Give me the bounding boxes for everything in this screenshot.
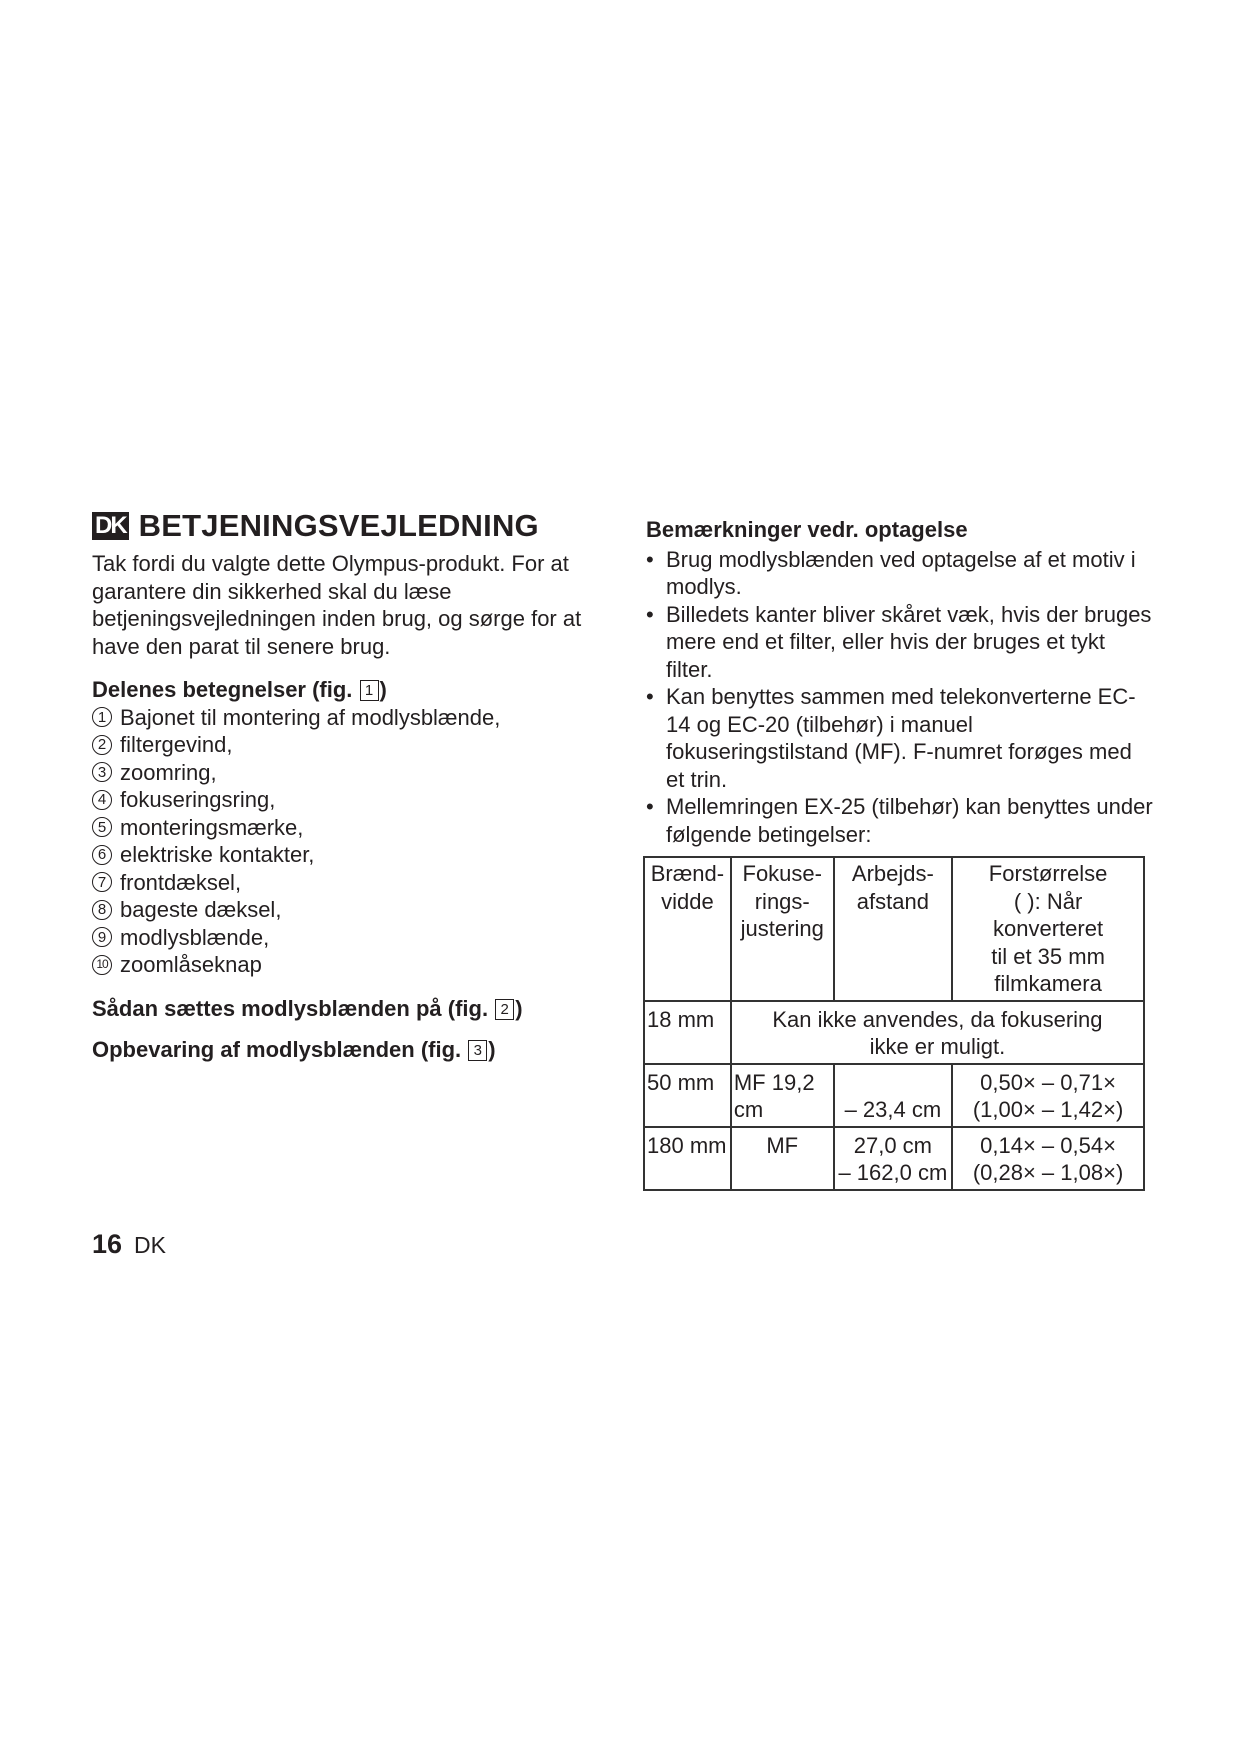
cell-distance: 27,0 cm – 162,0 cm — [834, 1127, 952, 1190]
list-item: • Billedets kanter bliver skåret væk, hvis der bruges mere end et filter, eller hvis der bruges et tykt filter. — [646, 601, 1152, 682]
notes-heading: Bemærkninger vedr. optagelse — [646, 517, 968, 542]
list-item: 2 filtergevind, — [92, 731, 612, 759]
list-item: 3 zoomring, — [92, 759, 612, 787]
cell-distance: – 23,4 cm — [834, 1064, 952, 1127]
list-item: 9 modlysblænde, — [92, 924, 612, 952]
page-number: 16 — [92, 1229, 123, 1259]
header-working-distance: Arbejds- afstand — [834, 857, 952, 1001]
parts-heading: Delenes betegnelser (fig. 1 ) — [92, 677, 387, 702]
header-focus-adjustment: Fokuse- rings- justering — [731, 857, 834, 1001]
list-item: 5 monteringsmærke, — [92, 814, 612, 842]
list-item: • Kan benyttes sammen med telekonverterne EC-14 og EC-20 (tilbehør) i manuel fokuseringstilstand (MF). F-numret forøges med et trin. — [646, 684, 1136, 792]
storage-heading: Opbevaring af modlysblænden (fig. 3 ) — [92, 1037, 496, 1062]
table-row — [644, 1064, 1144, 1127]
title-text: BETJENINGSVEJLEDNING — [138, 508, 539, 543]
cell-focal: 50 mm — [644, 1064, 731, 1127]
attach-heading: Sådan sættes modlysblænden på (fig. 2 ) — [92, 995, 523, 1021]
table-row — [644, 1001, 1144, 1064]
notes-list — [646, 546, 1156, 849]
fig-2-ref: 2 — [495, 999, 514, 1020]
cell-magnification: 0,14× – 0,54× (0,28× – 1,08×) — [952, 1127, 1144, 1190]
table-row — [644, 1127, 1144, 1190]
cell-magnification: 0,50× – 0,71× (1,00× – 1,42×) — [952, 1064, 1144, 1127]
header-focal-length: Brænd- vidde — [644, 857, 731, 1001]
language-badge: DK — [92, 512, 129, 540]
fig-3-ref: 3 — [468, 1040, 487, 1061]
list-item: 1 Bajonet til montering af modlysblænde, — [92, 704, 612, 732]
list-item: 4 fokuseringsring, — [92, 786, 612, 814]
extension-tube-table — [643, 856, 1145, 1191]
parts-list — [92, 704, 612, 979]
cell-focus: MF — [731, 1127, 834, 1190]
cell-note: Kan ikke anvendes, da fokusering ikke er muligt. — [731, 1001, 1144, 1064]
page-language-label: DK — [134, 1232, 166, 1258]
header-magnification: Forstørrelse ( ): Når konverteret til et 35 mm filmkamera — [952, 857, 1144, 1001]
page-title — [92, 508, 612, 544]
list-item: • Brug modlysblænden ved optagelse af et motiv i modlys. — [646, 546, 1136, 599]
page-footer — [92, 1229, 166, 1260]
list-item: 6 elektriske kontakter, — [92, 841, 612, 869]
cell-focal: 180 mm — [644, 1127, 731, 1190]
fig-1-ref: 1 — [360, 680, 379, 701]
cell-focus: MF 19,2 cm — [731, 1064, 834, 1127]
list-item: 8 bageste dæksel, — [92, 896, 612, 924]
table-header-row — [644, 857, 1144, 1001]
left-column — [92, 508, 612, 1064]
right-column — [646, 516, 1156, 848]
list-item: • Mellemringen EX-25 (tilbehør) kan benyttes under følgende betingelser: — [646, 794, 1153, 847]
cell-focal: 18 mm — [644, 1001, 731, 1064]
intro-paragraph: Tak fordi du valgte dette Olympus-produkt. For at garantere din sikkerhed skal du læse betjeningsvejledningen inden brug, og sørge for at have den parat til senere brug. — [92, 551, 582, 659]
list-item: 10 zoomlåseknap — [92, 951, 612, 979]
list-item: 7 frontdæksel, — [92, 869, 612, 897]
